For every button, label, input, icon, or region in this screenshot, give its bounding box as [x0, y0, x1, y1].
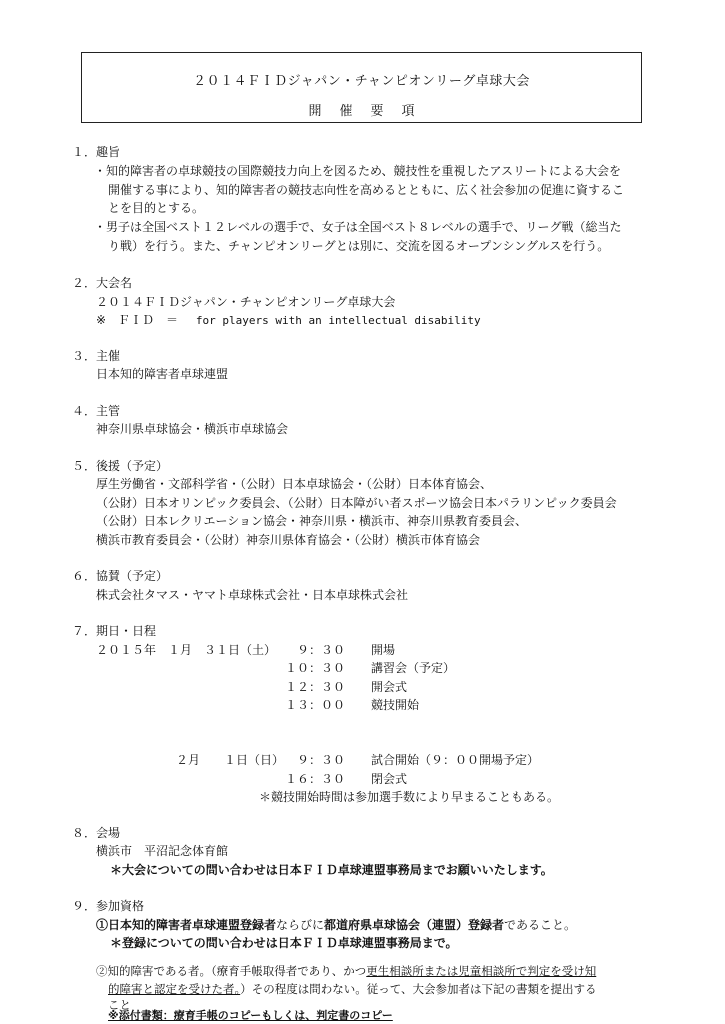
support-line: （公財）日本オリンピック委員会、（公財）日本障がい者スポーツ協会日本パラリンピック委員会 [96, 496, 617, 510]
schedule-event: 開場 [371, 643, 396, 657]
qualification-2-line: こと [108, 998, 131, 1012]
schedule-time: ９：３０ [297, 753, 346, 767]
title-box [81, 52, 642, 123]
schedule-event: 競技開始 [371, 698, 420, 712]
sponsors: 株式会社タマス・ヤマト卓球株式会社・日本卓球株式会社 [96, 588, 409, 602]
section-3-heading: ３．主催 [72, 349, 121, 363]
schedule-event: 講習会（予定） [371, 661, 456, 675]
section-2-heading: ２．大会名 [72, 276, 133, 290]
fid-note-text: for players with an intellectual disability [195, 314, 481, 327]
event-name: ２０１４ＦＩＤジャパン・チャンピオンリーグ卓球大会 [96, 295, 396, 309]
inquiry-note: ＊大会についての問い合わせは日本ＦＩＤ卓球連盟事務局までお願いいたします。 [110, 863, 553, 877]
support-line: （公財）日本レクリエーション協会・神奈川県・横浜市、神奈川県教育委員会、 [96, 514, 528, 528]
support-line: 厚生労働省・文部科学省・（公財）日本卓球協会・（公財）日本体育協会、 [96, 477, 493, 491]
qualification-2-part: 更生相談所または児童相談所で判定を受け知 [366, 964, 597, 978]
schedule-event: 試合開始（９：００開場予定） [371, 753, 540, 767]
schedule-event: 開会式 [371, 680, 408, 694]
section-5-heading: ５．後援（予定） [72, 459, 169, 473]
qualification-1-part: であること。 [504, 918, 577, 932]
qualification-2-part: 的障害と認定を受けた者。 [108, 982, 241, 996]
section-6-heading: ６．協賛（予定） [72, 569, 169, 583]
purpose-line: り戦）を行う。また、チャンピオンリーグとは別に、交流を図るオープンシングルスを行う。 [108, 239, 610, 253]
schedule-time: １６：３０ [285, 772, 346, 786]
qualification-1 [96, 919, 576, 931]
qualification-1-part: ならびに [276, 918, 325, 932]
purpose-line: 開催する事により、知的障害者の競技志向性を高めるとともに、広く社会参加の促進に資するこ [108, 183, 625, 197]
section-8-heading: ８．会場 [72, 826, 121, 840]
schedule-day-2: ２月 １日（日） [176, 753, 285, 767]
qualification-1-part: 都道府県卓球協会（連盟）登録者 [324, 918, 505, 932]
required-documents: ※添付書類：療育手帳のコピーもしくは、判定書のコピー [108, 1009, 393, 1022]
schedule-time: １２：３０ [285, 680, 346, 694]
organizer: 日本知的障害者卓球連盟 [96, 367, 229, 381]
schedule-time: １０：３０ [285, 661, 346, 675]
fid-note [96, 314, 481, 326]
purpose-line: ・知的障害者の卓球競技の国際競技力向上を図るため、競技性を重視したアスリートによる大会を [94, 164, 622, 178]
schedule-time: １３：００ [285, 698, 346, 712]
qualification-2-part: ）その程度は問わない。従って、大会参加者は下記の書類を提出する [240, 982, 597, 996]
qualification-2-line [108, 984, 597, 996]
section-1-heading: １．趣旨 [72, 145, 121, 159]
host: 神奈川県卓球協会・横浜市卓球協会 [96, 422, 289, 436]
qualification-2-line [96, 966, 596, 978]
section-9-heading: ９．参加資格 [72, 899, 145, 913]
venue: 横浜市 平沼記念体育館 [96, 844, 229, 858]
schedule-note: ＊競技開始時間は参加選手数により早まることもある。 [259, 790, 560, 804]
section-7-heading: ７．期日・日程 [72, 624, 157, 638]
support-line: 横浜市教育委員会・（公財）神奈川県体育協会・（公財）横浜市体育協会 [96, 533, 481, 547]
document-subtitle: 開催要項 [308, 104, 433, 119]
fid-note-prefix: ※ ＦＩＤ ＝ [96, 313, 179, 327]
registration-note: ＊登録についての問い合わせは日本ＦＩＤ卓球連盟事務局まで。 [110, 936, 458, 950]
qualification-2-part: ②知的障害である者。（療育手帳取得者であり、かつ [96, 964, 367, 978]
qualification-1-part: ①日本知的障害者卓球連盟登録者 [96, 918, 277, 932]
schedule-event: 閉会式 [371, 772, 408, 786]
purpose-line: とを目的とする。 [108, 201, 205, 215]
document-title: ２０１４ＦＩＤジャパン・チャンピオンリーグ卓球大会 [193, 74, 530, 89]
schedule-time: ９：３０ [297, 643, 346, 657]
section-4-heading: ４．主管 [72, 404, 121, 418]
schedule-day-1: ２０１５年 １月 ３１日（土） [96, 643, 277, 657]
purpose-line: ・男子は全国ベスト１２レベルの選手で、女子は全国ベスト８レベルの選手で、リーグ戦（総当た [94, 220, 622, 234]
